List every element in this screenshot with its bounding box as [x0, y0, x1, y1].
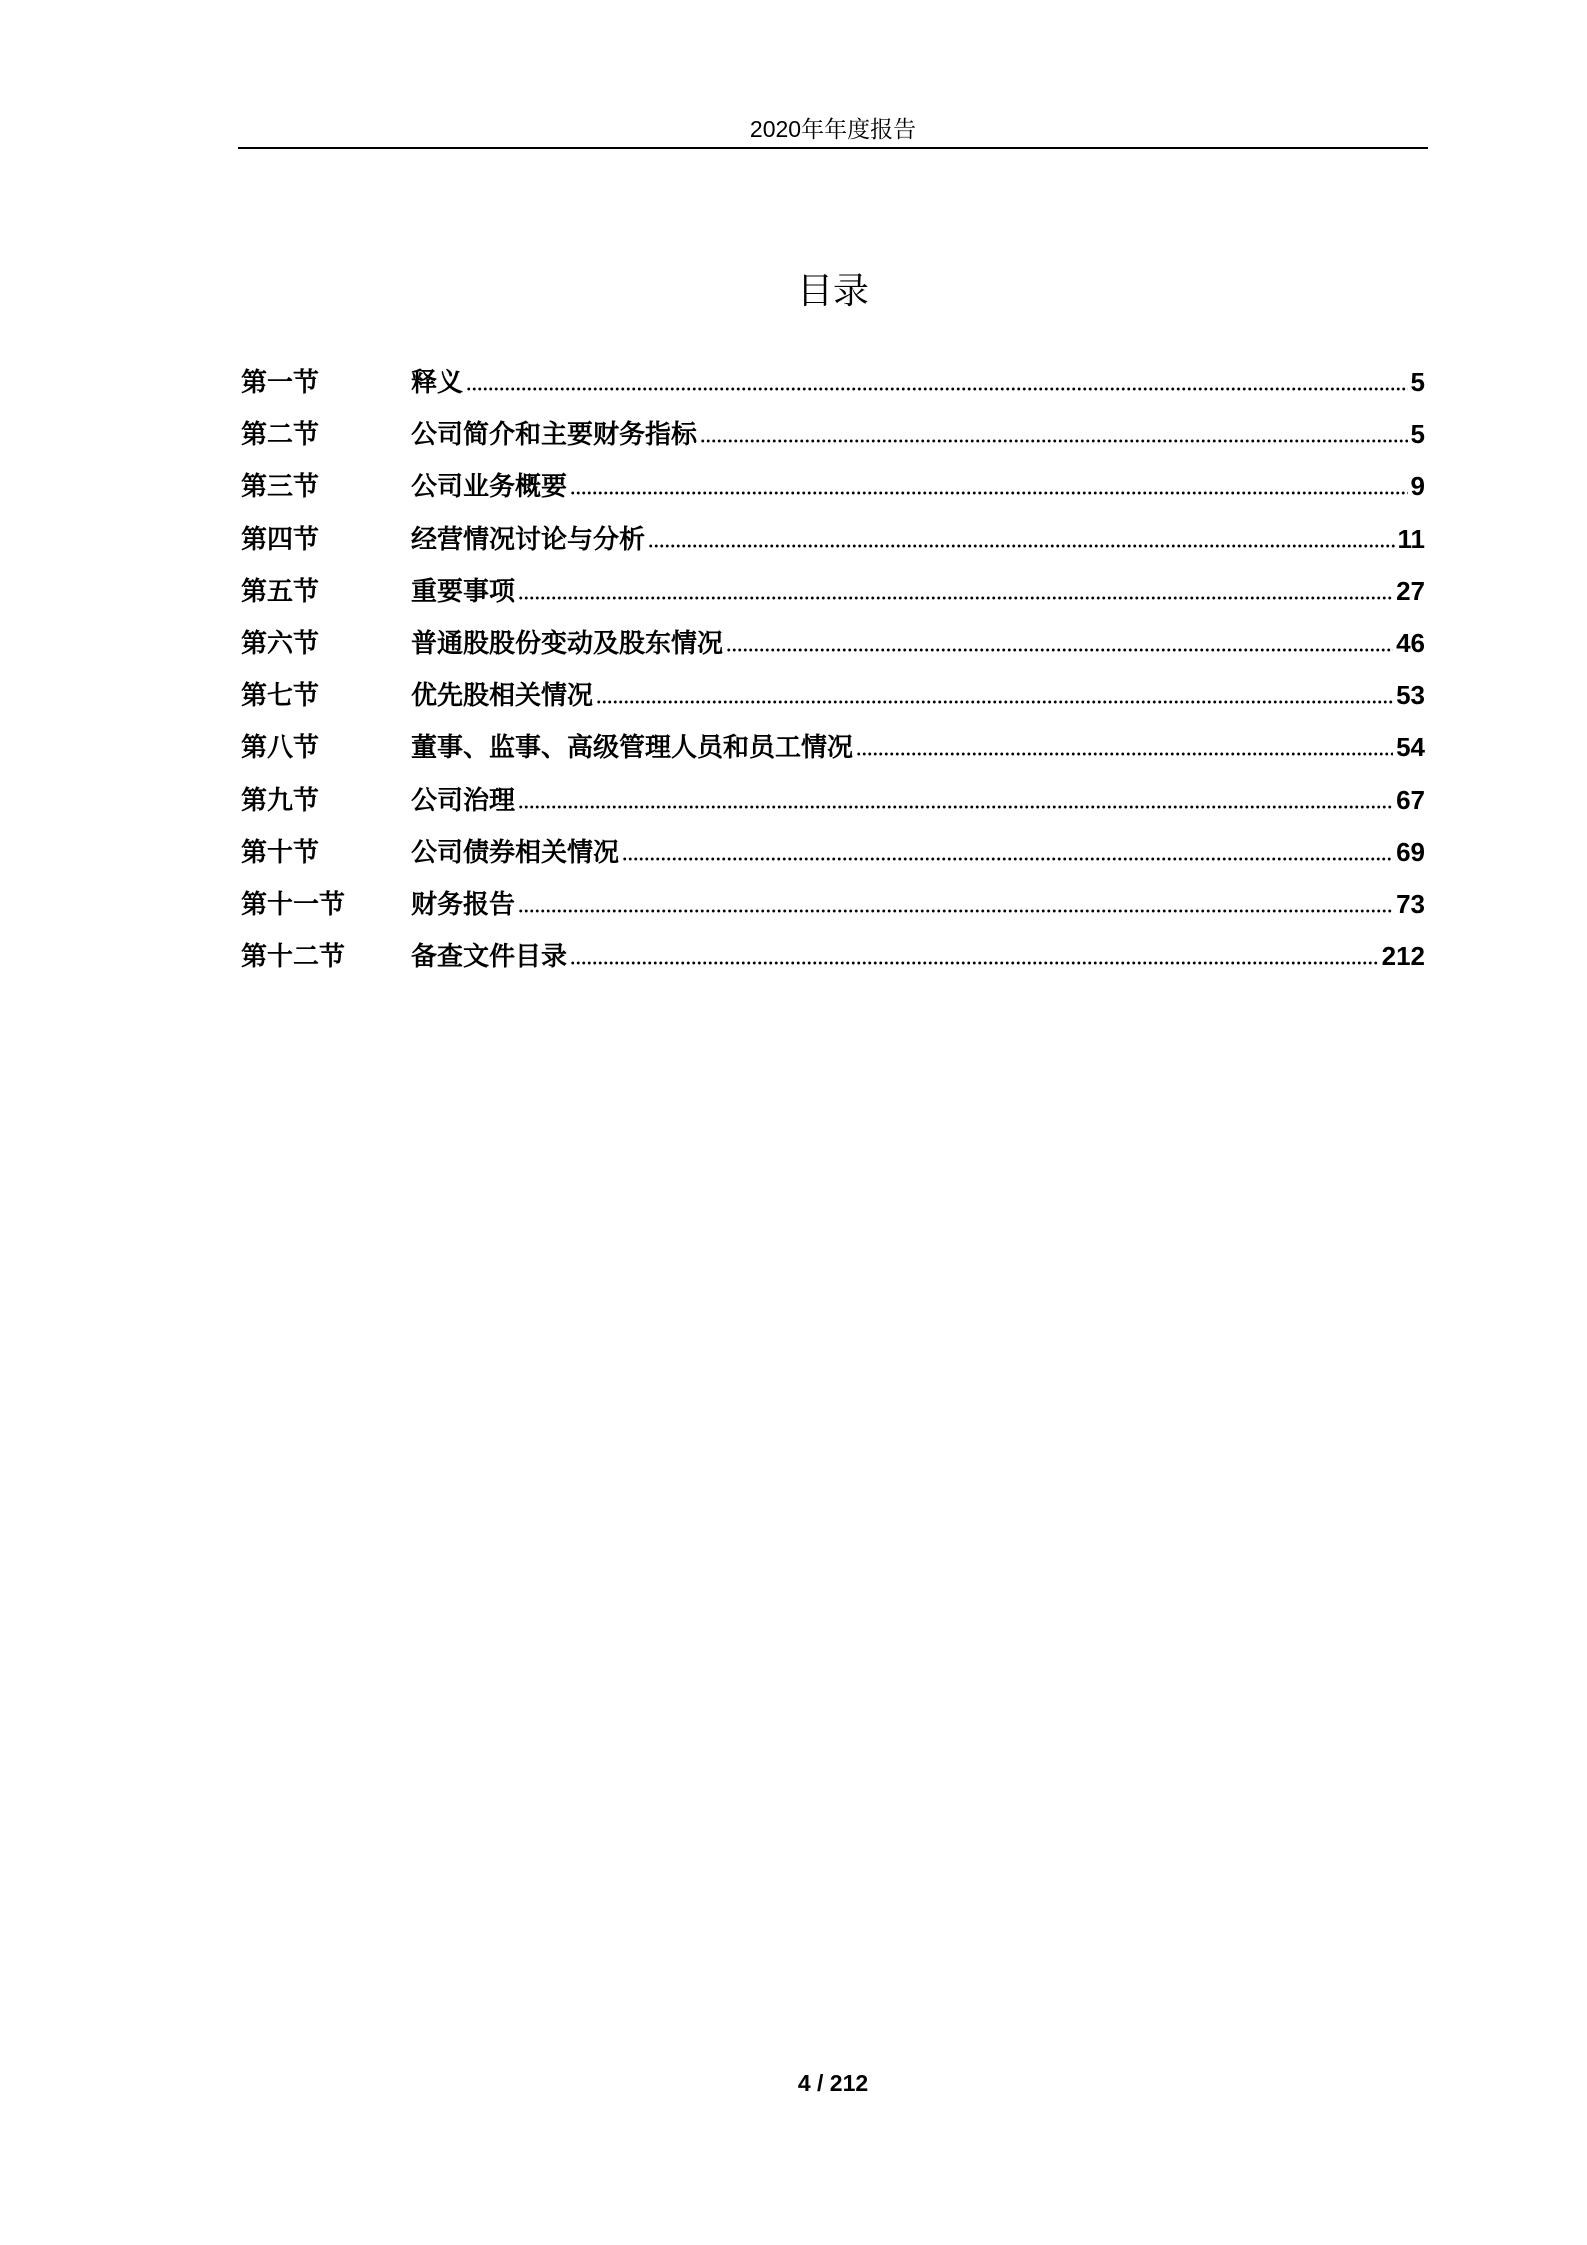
toc-entry	[241, 460, 1425, 512]
toc-section-title: 普通股股份变动及股东情况	[411, 627, 724, 658]
toc-page-number: 69	[1396, 836, 1425, 867]
toc-entry	[241, 513, 1425, 565]
toc-page-number: 67	[1396, 784, 1425, 815]
toc-entry	[241, 878, 1425, 930]
toc-dot-leader	[700, 439, 1408, 443]
toc-entry	[241, 826, 1425, 878]
toc-dot-leader	[726, 648, 1393, 652]
toc-section-number: 第六节	[241, 627, 320, 658]
toc-section-title: 释义	[411, 367, 464, 397]
toc-section-number: 第一节	[241, 367, 320, 397]
toc-dot-leader	[856, 752, 1393, 756]
running-header-title: 2020年年度报告	[749, 116, 917, 142]
toc-section-number: 第二节	[241, 419, 320, 450]
toc-dot-leader	[596, 700, 1393, 704]
toc-section-title: 董事、监事、高级管理人员和员工情况	[411, 732, 854, 763]
toc-heading: 目录	[796, 270, 869, 311]
toc-section-number: 第四节	[241, 523, 320, 554]
toc-dot-leader	[518, 909, 1393, 913]
toc-section-number: 第七节	[241, 680, 320, 711]
toc-list	[241, 356, 1425, 982]
toc-page-number: 46	[1396, 627, 1425, 658]
toc-dot-leader	[466, 387, 1408, 391]
toc-page-number: 53	[1396, 680, 1425, 711]
toc-section-title: 备查文件目录	[411, 941, 568, 972]
toc-page-number: 9	[1410, 471, 1425, 502]
toc-section-number: 第三节	[241, 471, 320, 502]
header-rule	[238, 147, 1428, 149]
toc-section-number: 第九节	[241, 784, 320, 815]
toc-section-number: 第十节	[241, 836, 320, 867]
toc-section-title: 优先股相关情况	[411, 680, 594, 711]
toc-page-number: 54	[1396, 732, 1425, 763]
toc-entry	[241, 721, 1425, 773]
toc-dot-leader	[518, 596, 1393, 600]
toc-entry	[241, 669, 1425, 721]
toc-section-number: 第十一节	[241, 888, 346, 919]
toc-section-title: 公司简介和主要财务指标	[411, 419, 698, 450]
toc-page-number: 5	[1410, 367, 1425, 397]
toc-entry	[241, 774, 1425, 826]
toc-page-number: 11	[1397, 523, 1425, 554]
toc-page-number: 212	[1381, 941, 1425, 972]
toc-entry	[241, 565, 1425, 617]
toc-dot-leader	[570, 961, 1379, 965]
toc-section-title: 公司治理	[411, 784, 516, 815]
toc-dot-leader	[570, 491, 1408, 495]
toc-section-number: 第五节	[241, 575, 320, 606]
toc-section-title: 重要事项	[411, 575, 516, 606]
toc-section-title: 公司业务概要	[411, 471, 568, 502]
toc-dot-leader	[648, 544, 1394, 548]
toc-entry	[241, 356, 1425, 408]
toc-page-number: 73	[1396, 888, 1425, 919]
toc-section-number: 第十二节	[241, 941, 346, 972]
toc-dot-leader	[622, 857, 1393, 861]
toc-section-title: 公司债券相关情况	[411, 836, 620, 867]
page-number-footer: 4 / 212	[797, 2070, 869, 2096]
toc-page-number: 27	[1396, 575, 1425, 606]
toc-dot-leader	[518, 805, 1393, 809]
toc-section-title: 财务报告	[411, 888, 516, 919]
toc-page-number: 5	[1410, 419, 1425, 450]
toc-entry	[241, 930, 1425, 982]
toc-section-title: 经营情况讨论与分析	[411, 523, 646, 554]
toc-entry	[241, 408, 1425, 460]
toc-section-number: 第八节	[241, 732, 320, 763]
toc-entry	[241, 617, 1425, 669]
